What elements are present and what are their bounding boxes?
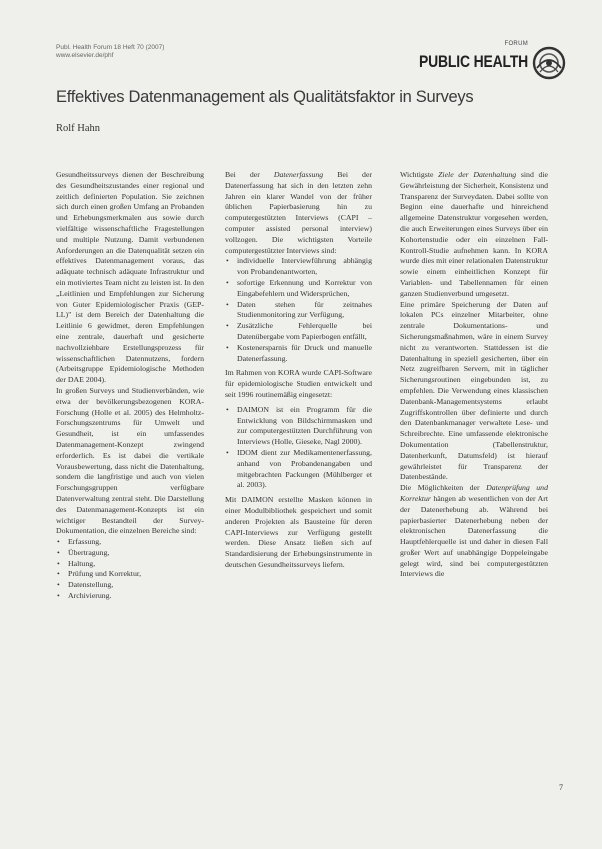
paragraph: Gesundheitssurveys dienen der Beschreibung des Gesundheitszustandes einer regional und zeitlich definierten Population. Sie zeichnen sich durch einen großen Umfang an Probanden und Erhebungsmerkmalen aus sowie durch vielfältige wissenschaftliche Fragestellungen und multiple Nutzung. Damit verbundenen Anforderungen an die Datenqualität setzen ein effektives Datenmanagement voraus, das adäquate technisch adäquate Infrastruktur und ein motiviertes Team nicht zu leisten ist. In den „Leitlinien und Empfehlungen zur Sicherung von Guter Epidemiologischer Praxis (GEP-LL)" ist dem Bereich der Datenhaltung die Leitlinie 6 gewidmet, deren Empfehlungen eine zentrale, dauerhaft und gesicherte nachvollziehbare Erstellungsprozess für wissenschaftlichen Datennutzens, fordern (Arbeitsgruppe Epidemiologische Methoden der DAE 2004). bbox=[56, 170, 204, 385]
list-item: • Übertragung, bbox=[56, 548, 204, 559]
paragraph: In großen Surveys und Studienverbänden, wie etwa der bevölkerungsbezogenen KORA-Forschung (Holle et al. 2005) des Helmholtz-Forschungszentrums für Umwelt und Gesundheit, ist ein umfassendes Datenmanagement-Konzept zwingend erforderlich. Es ist dabei die vertikale Vorausbewertung, dass nicht die Datenhaltung, sondern die langfristige und auch von vielen Forschungsgruppen verfügbare Datenverwaltung zentral steht. Die Darstellung des Datenmanagement-Konzepts ist ein wichtiger Bestandteil der Survey-Dokumentation, die einzelnen Bereiche sind: bbox=[56, 385, 204, 536]
logo-forum-label: FORUM bbox=[504, 41, 528, 47]
list-item: • individuelle Interviewführung abhängig von Probandenantworten, bbox=[225, 256, 372, 278]
list-item: • sofortige Erkennung und Korrektur von Eingabefehlern und Widersprüchen, bbox=[225, 278, 372, 300]
list bbox=[225, 405, 372, 491]
paragraph-text: Bei der Datenerfassung hat sich in den letzten zehn Jahren ein klarer Wandel von der früher üblichen Papierbasierung hin zu computergestützten Interviews (CAPI – computer assisted personal interview) vollzogen. Die wichtigsten Vorteile computergestützter Interviews sind: bbox=[225, 170, 373, 255]
list-item: • Datenstellung, bbox=[56, 580, 204, 591]
list-item: • IDOM dient zur Medikamentenerfassung, anhand von Probandenangaben und mitgebrachten Packungen (Mühlberger et al. 2003). bbox=[225, 448, 372, 491]
list bbox=[56, 537, 204, 602]
paragraph bbox=[400, 483, 548, 580]
italic-term: Datenprüfung und Korrektur bbox=[400, 483, 548, 503]
list bbox=[225, 256, 372, 364]
list-item: • Daten stehen für zeitnahes Studienmonitoring zur Verfügung, bbox=[225, 300, 372, 322]
paragraph: Bei der Datenerfassung Bei der Datenerfassung hat sich in den letzten zehn Jahren ein klarer Wandel von der früher üblichen Papierbasierung hin zu computergestützten Interviews (CAPI – computer assisted personal interview) vollzogen. Die wichtigsten Vorteile computergestützter Interviews sind: bbox=[225, 170, 373, 255]
public-health-logo bbox=[395, 41, 566, 80]
paragraph: Eine primäre Speicherung der Daten auf lokalen PCs einzelner Mitarbeiter, ohne zentrale Dokumentations- und Sicherungsmaßnahmen, wäre in einem Survey nicht zu verantworten. Stattdessen ist die Datenhaltung in speziell gesicherten, über ein Netz zugreifbaren Servern, mit in täglicher Sicherungsroutinen eingebunden ist, zu empfehlen. Die Verwendung eines klassischen Datenbank-Managementsystems erlaubt Zugriffskontrollen über definierte und durch den Datenbankmanager verwaltete Lese- und Schreibrechte. Eine umfassende elektronische Dokumentation (Tabellenstruktur, Datenherkunft, Datumsfeld) ist hierauf gewährleistet für Transparenz der Datenbestände. bbox=[400, 299, 548, 482]
public-health-logo-icon bbox=[532, 46, 566, 80]
article-author: Rolf Hahn bbox=[56, 123, 101, 134]
text-column-2 bbox=[225, 170, 372, 571]
paragraph-start: Die Möglichkeiten der bbox=[400, 483, 480, 493]
italic-term: Datenerfassung bbox=[273, 170, 324, 179]
journal-url: www.elsevier.de/phf bbox=[56, 52, 114, 59]
paragraph-text: hängen ab wesentlichen von der Art der Datenerhebung ab. Während bei papierbasierter Datenerhebung neben der elektronischen Datenerfassung die Hauptfehlerquelle ist und daher in diesen Fall großer Wert auf unabhängige Doppeleingabe gelegt wird, sind bei computergestützten Interviews die bbox=[400, 493, 548, 579]
list-item: • Haltung, bbox=[56, 559, 204, 570]
paragraph: Im Rahmen von KORA wurde CAPI-Software für epidemiologische Studien entwickelt und seit 1996 routinemäßig eingesetzt: bbox=[225, 368, 372, 399]
list-item: • Archivierung. bbox=[56, 591, 204, 602]
text-column-3 bbox=[400, 170, 548, 580]
list-item: • DAIMON ist ein Programm für die Entwicklung von Bildschirmmasken und zur computergestützten Durchführung von Interviews (Holle, Gieseke, Nagl 2000). bbox=[225, 405, 372, 448]
paragraph-text: sind die Gewährleistung der Sicherheit, Konsistenz und Transparenz der Surveydaten. Dabei sollte von Beginn eine dauerhafte und hinreichend allgemeine Datenstruktur vorgesehen werden, die auch Erweiterungen eines Surveys über ein Kohortenstudie oder ein einzelnen Fall-Kontroll-Studie aufnehmen kann. In KORA wurde dies mit einer relationalen Datenstruktur sowie einem einheitlichen Konzept für Variablen- und Tabellennamen für einen ganzen Studienverbund umgesetzt. bbox=[400, 170, 548, 298]
page-number: 7 bbox=[559, 783, 563, 792]
italic-term: Ziele der Datenhaltung bbox=[438, 170, 517, 179]
logo-main-label: PUBLIC HEALTH bbox=[418, 52, 528, 71]
list-item: • Prüfung und Korrektur, bbox=[56, 569, 204, 580]
list-item: • Erfassung, bbox=[56, 537, 204, 548]
list-item: • Kostenersparnis für Druck und manuelle Datenerfassung. bbox=[225, 343, 372, 365]
article-title: Effektives Datenmanagement als Qualitätsfaktor in Surveys bbox=[56, 88, 474, 106]
journal-citation bbox=[56, 44, 164, 60]
paragraph-start: Wichtigste bbox=[400, 170, 434, 179]
logo-text bbox=[395, 41, 528, 72]
journal-citation-line: Publ. Health Forum 18 Heft 70 (2007) bbox=[56, 44, 165, 51]
paragraph bbox=[400, 170, 548, 300]
text-column-1 bbox=[56, 170, 204, 602]
list-item: • Zusätzliche Fehlerquelle bei Datenübergabe vom Papierbogen entfällt, bbox=[225, 321, 372, 343]
paragraph: Mit DAIMON erstellte Masken können in einer Modulbibliothek gespeichert und somit anderen Projekten als Bausteine für deren CAPI-Interviews zur Verfügung gestellt werden. Diese Ansatz ließen sich auf Standardisierung der Erhebungsinstrumente in deutschen Gesundheitssurveys liefern. bbox=[225, 495, 372, 569]
